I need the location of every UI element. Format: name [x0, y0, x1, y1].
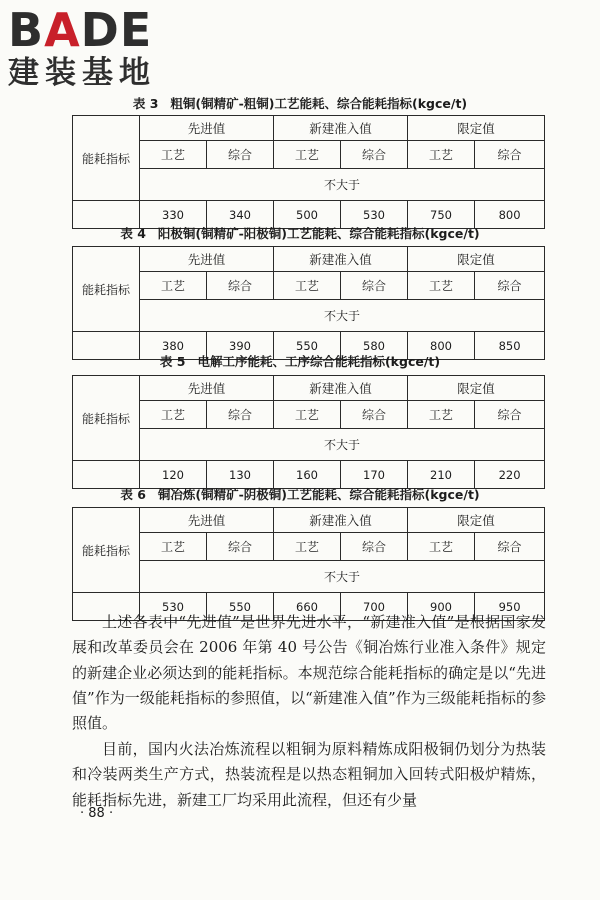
table-number: 表 6 [120, 487, 146, 502]
subheader-comprehensive: 综合 [207, 401, 274, 429]
row-header-cell: 能耗指标 [73, 508, 140, 593]
value-cell: 900 [408, 593, 475, 621]
subheader-comprehensive: 综合 [475, 533, 545, 561]
table-caption [0, 485, 600, 503]
table-title: 粗铜(铜精矿-粗铜)工艺能耗、综合能耗指标(kgce/t) [170, 96, 468, 111]
subheader-comprehensive: 综合 [475, 141, 545, 169]
value-cell: 800 [475, 201, 545, 229]
subheader-process: 工艺 [274, 533, 341, 561]
row-header-cell: 能耗指标 [73, 376, 140, 461]
subheader-comprehensive: 综合 [475, 401, 545, 429]
not-greater-cell: 不大于 [140, 561, 545, 593]
header-limit: 限定值 [408, 116, 545, 141]
subheader-process: 工艺 [408, 401, 475, 429]
subheader-process: 工艺 [408, 141, 475, 169]
value-cell: 530 [341, 201, 408, 229]
table-title: 铜冶炼(铜精矿-阴极铜)工艺能耗、综合能耗指标(kgce/t) [157, 487, 480, 502]
value-cell: 210 [408, 461, 475, 489]
value-cell: 850 [475, 332, 545, 360]
value-cell: 160 [274, 461, 341, 489]
energy-table [72, 375, 545, 489]
table-title: 电解工序能耗、工序综合能耗指标(kgce/t) [197, 354, 441, 369]
bade-logo [8, 3, 156, 91]
value-cell: 130 [207, 461, 274, 489]
value-cell: 220 [475, 461, 545, 489]
table-number: 表 4 [120, 226, 146, 241]
subheader-process: 工艺 [140, 401, 207, 429]
table-title: 阳极铜(铜精矿-阳极铜)工艺能耗、综合能耗指标(kgce/t) [157, 226, 480, 241]
not-greater-cell: 不大于 [140, 429, 545, 461]
row-header-cell: 能耗指标 [73, 247, 140, 332]
subheader-process: 工艺 [274, 272, 341, 300]
header-advanced: 先进值 [140, 508, 274, 533]
not-greater-cell: 不大于 [140, 300, 545, 332]
value-cell: 800 [408, 332, 475, 360]
table-number: 表 3 [132, 96, 159, 111]
logo-letter-b: B [8, 3, 45, 57]
paragraph-1: 上述各表中“先进值”是世界先进水平，“新建准入值”是根据国家发展和改革委员会在 2006 年第 40 号公告《铜冶炼行业准入条件》规定的新建企业必须达到的能耗指标。本规范综合能耗指标的确定是以“先进值”作为一级能耗指标的参照值，以“新建准入值”作为三级能耗指标的参照值。 [72, 613, 546, 733]
subheader-process: 工艺 [140, 533, 207, 561]
logo-wordmark [8, 3, 156, 57]
value-cell: 660 [274, 593, 341, 621]
subheader-process: 工艺 [274, 401, 341, 429]
header-new-entry: 新建准入值 [274, 376, 408, 401]
subheader-comprehensive: 综合 [341, 272, 408, 300]
value-cell: 550 [207, 593, 274, 621]
subheader-comprehensive: 综合 [207, 141, 274, 169]
header-new-entry: 新建准入值 [274, 116, 408, 141]
subheader-process: 工艺 [408, 272, 475, 300]
subheader-process: 工艺 [408, 533, 475, 561]
table-caption [0, 94, 600, 112]
energy-table [72, 507, 545, 621]
table-number: 表 5 [159, 354, 186, 369]
subheader-comprehensive: 综合 [341, 401, 408, 429]
subheader-comprehensive: 综合 [207, 533, 274, 561]
subheader-process: 工艺 [140, 272, 207, 300]
header-limit: 限定值 [408, 247, 545, 272]
header-new-entry: 新建准入值 [274, 247, 408, 272]
logo-letters-de: DE [80, 3, 153, 57]
energy-table [72, 115, 545, 229]
row-header-cell: 能耗指标 [73, 116, 140, 201]
header-limit: 限定值 [408, 376, 545, 401]
table-caption [0, 224, 600, 242]
subheader-process: 工艺 [274, 141, 341, 169]
value-cell: 340 [207, 201, 274, 229]
paragraph-2: 目前，国内火法冶炼流程以粗铜为原料精炼成阳极铜仍划分为热装和冷装两类生产方式，热装流程是以热态粗铜加入回转式阳极炉精炼，能耗指标先进，新建工厂均采用此流程，但还有少量 [72, 740, 546, 809]
header-advanced: 先进值 [140, 116, 274, 141]
value-cell: 330 [140, 201, 207, 229]
page-number: · 88 · [80, 806, 114, 821]
subheader-comprehensive: 综合 [207, 272, 274, 300]
subheader-comprehensive: 综合 [341, 141, 408, 169]
header-limit: 限定值 [408, 508, 545, 533]
value-cell: 170 [341, 461, 408, 489]
value-cell: 390 [207, 332, 274, 360]
logo-subtitle: 建装基地 [8, 55, 156, 91]
logo-letter-a: A [44, 3, 81, 57]
value-cell: 380 [140, 332, 207, 360]
header-advanced: 先进值 [140, 247, 274, 272]
value-cell: 580 [341, 332, 408, 360]
value-cell: 550 [274, 332, 341, 360]
value-cell: 120 [140, 461, 207, 489]
value-cell: 700 [341, 593, 408, 621]
subheader-comprehensive: 综合 [341, 533, 408, 561]
header-new-entry: 新建准入值 [274, 508, 408, 533]
value-cell: 950 [475, 593, 545, 621]
header-advanced: 先进值 [140, 376, 274, 401]
energy-table [72, 246, 545, 360]
value-cell: 500 [274, 201, 341, 229]
table-caption [0, 352, 600, 370]
subheader-process: 工艺 [140, 141, 207, 169]
value-cell: 530 [140, 593, 207, 621]
value-cell: 750 [408, 201, 475, 229]
not-greater-cell: 不大于 [140, 169, 545, 201]
subheader-comprehensive: 综合 [475, 272, 545, 300]
